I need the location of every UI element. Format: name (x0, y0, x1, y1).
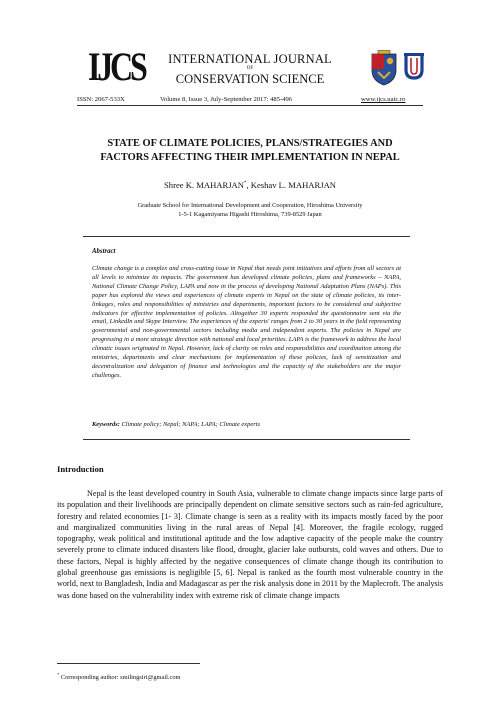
paper-title-line-2: FACTORS AFFECTING THEIR IMPLEMENTATION IN NEPAL (100, 152, 400, 163)
affiliation (60, 201, 440, 219)
paper-title (60, 137, 440, 165)
corresponding-mark: * (243, 181, 247, 186)
footnote-mark: * (57, 672, 60, 677)
affiliation-line-2: 1-5-1 Kagamiyama Higashi Hiroshima, 739-8529 Japan (178, 211, 322, 218)
issn: ISSN: 2067-533X (77, 96, 125, 103)
journal-subtitle: CONSERVATION SCIENCE (175, 72, 325, 86)
journal-website-link[interactable]: www.ijcs.uaic.ro (361, 96, 406, 103)
abstract-box (83, 236, 410, 440)
author-list (60, 179, 440, 190)
author-2: , Keshav L. MAHARJAN (246, 179, 336, 190)
keywords-label: Keywords: (92, 421, 120, 428)
university-crest-icon (370, 50, 398, 86)
footnote-divider (57, 663, 200, 664)
footnote (57, 671, 181, 682)
keywords-list: Climate policy; Nepal; NAPA; LAPA; Climate experts (119, 421, 261, 428)
journal-title: INTERNATIONAL JOURNAL (168, 52, 332, 66)
keywords (92, 420, 260, 429)
affiliation-line-1: Graduate School for International Development and Cooperation, Hiroshima University (137, 202, 363, 209)
header-divider (77, 105, 423, 106)
university-logo-icon (402, 52, 426, 82)
journal-title-of: OF (246, 66, 254, 71)
introduction-text: Nepal is the least developed country in South Asia, vulnerable to climate change impacts since large parts of its population and their livelihoods are principally dependent on climate sensitive sectors such as rain-fed agriculture, forestry and related economies [1- 3]. Climate change is seen as a reality with its impacts mostly faced by the poor and marginalized communities living in the rural areas of Nepal [4]. Moreover, the fragile ecology, rugged topography, weak political and institutional aptitude and the low adaptive capacity of the people make the country severely prone to climate induced disasters like flood, drought, glacier lake outbursts, cold waves and others. Due to these factors, Nepal is highly affected by the negative consequences of climate change though its contribution to global greenhouse gas emissions is negligible [5, 6]. Nepal is ranked as the fourth most vulnerable country in the world, next to Bangladesh, India and Madagascar as per the risk analysis done in 2011 by the Maplecroft. The analysis was done based on the vulnerability index with extreme risk of climate change impacts (57, 489, 443, 600)
abstract-text: Climate change is a complex and cross-cutting issue in Nepal that needs joint initiatives and efforts from all sectors at all levels to minimize its impacts. The government has developed climate policies, plans and frameworks – NAPA, National Climate Change Policy, LAPA and now in the process of developing National Adaptation Plans (NAPs). This paper has explored the views and experiences of climate experts in Nepal on the state of climate policies, its inter-linkages, roles and responsibilities of ministries and departments, important factors to be considered and subjective indicators for effective implementation of policies. Altogether 30 experts responded the questionnaire sent via the email, LinkedIn and Skype Interview. The experiences of the experts' ranges from 2 to 30 years in the field representing governmental and non-governmental sectors including media and independent experts. The policies in Nepal are progressing in a more strategic direction with national and local priorities. LAPA is the framework to address the local climatic issues originated in Nepal. However, lack of clarity on roles and responsibilities and coordination among the ministries, departments and clear mechanisms for implementation of these policies, lack of sensitization and decentralization and delegation of finance and technologies and the capacity of the stakeholders are the major challenges. (92, 265, 401, 379)
paper-title-line-1: STATE OF CLIMATE POLICIES, PLANS/STRATEGIES AND (107, 138, 393, 149)
section-heading-introduction: Introduction (57, 464, 104, 474)
abstract-heading: Abstract (92, 248, 116, 255)
ijcs-logo: IJCS (88, 44, 145, 89)
author-1: Shree K. MAHARJAN (164, 179, 244, 190)
volume-info: Volume 8, Issue 3, July-September 2017: 485-496 (160, 96, 293, 103)
footnote-text: Corresponding author: smilingsiri@gmail.com (59, 674, 181, 682)
